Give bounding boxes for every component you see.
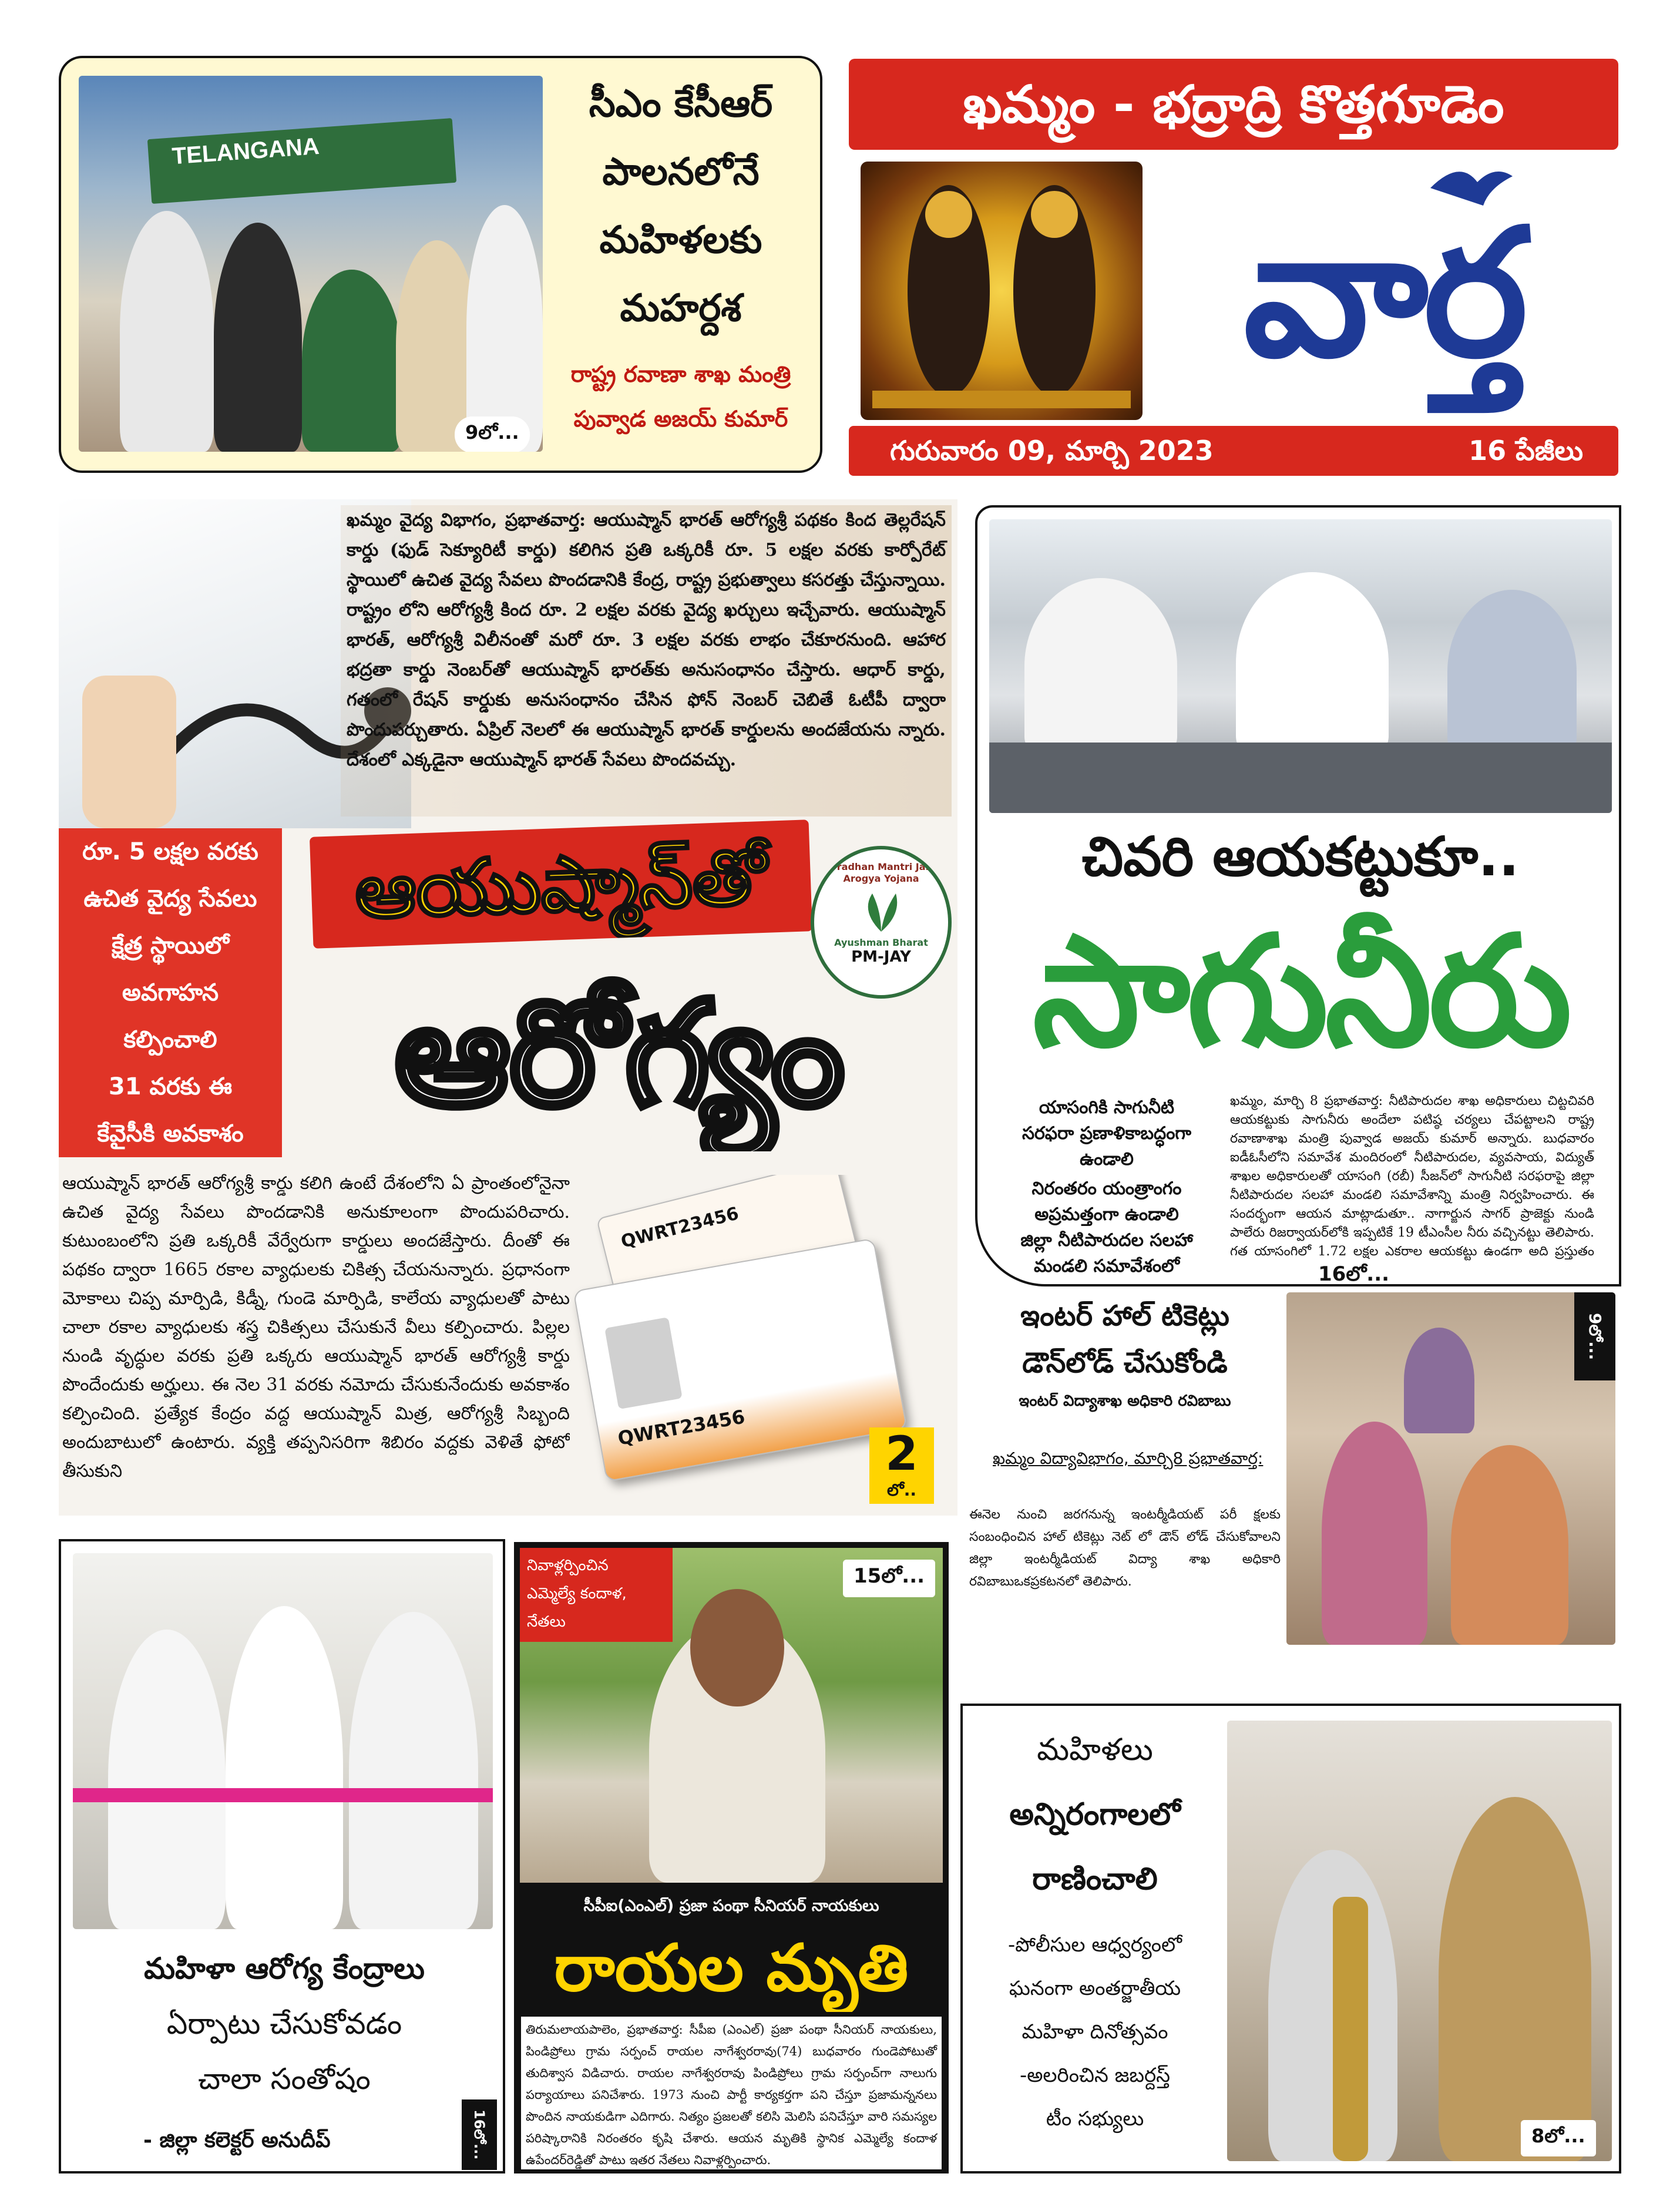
card-code: QWRT23456 (619, 1203, 741, 1252)
headline-line: చాలా సంతోషం (198, 2062, 371, 2096)
card-photo (604, 1317, 683, 1409)
page-ref-badge[interactable]: 8లో... (1521, 2120, 1596, 2156)
headline-line: ఏర్పాటు చేసుకోవడం (166, 2007, 402, 2041)
point-line: టీం సభ్యులు (1046, 2107, 1144, 2131)
bullet-line: అవగాహన (122, 979, 219, 1006)
paper-title: వార్త (1243, 191, 1524, 396)
inter-dateline: ఖమ్మం విద్యావిభాగం, మార్చి8 ప్రభాతవార్త: (993, 1449, 1264, 1468)
page-ref-badge[interactable]: 9లో... (1574, 1292, 1615, 1380)
saguneeru-story (975, 505, 1621, 1286)
page-ref-badge[interactable]: 16లో... (462, 2099, 497, 2170)
rayala-big: రాయల మృతి (554, 1930, 909, 2005)
saguneeru-kicker: చివరి ఆయకట్టుకూ.. (1081, 825, 1520, 888)
issue-date: గురువారం 09, మార్చి 2023 (890, 435, 1214, 466)
health-centres-story (59, 1539, 505, 2173)
inter-hallticket-story (969, 1292, 1621, 1645)
person-figure (1236, 572, 1389, 754)
tag-line: నేతలు (527, 1613, 566, 1631)
women-headline (969, 1718, 1221, 1917)
ayushman-big-word: ఆరోగ్యం (395, 970, 845, 1138)
point-line: మండలి సమావేశంలో (1034, 1256, 1180, 1276)
womens-day-story (960, 1704, 1621, 2173)
person-figure (349, 1612, 478, 1929)
ribbon-cutting-photo (73, 1553, 493, 1929)
person-figure (108, 1630, 226, 1929)
bullet-line: క్షేత్ర స్థాయిలో (112, 932, 229, 959)
inter-body-text: ఈనెల నుంచి జరగనున్న ఇంటర్మీడియట్ పరీ క్షలకు సంబంధించిన హాల్ టికెట్లు నెట్ లో డౌన్ లోడ్ చేసుకోవాలని జిల్లా ఇంటర్మీడియట్ విద్యా శాఖ అధికారి రవిబాబుఒకప్రకటనలో తెలిపారు. (969, 1507, 1281, 1589)
headline-line: సీఎం కేసీఆర్ (589, 82, 773, 126)
ayushman-cards-image (564, 1175, 940, 1504)
headline-line: మహిళా ఆరోగ్య కేంద్రాలు (144, 1951, 425, 1986)
person-figure (1322, 1422, 1427, 1645)
masthead-logo (1154, 153, 1612, 423)
point-line: యాసంగికి సాగునీటి (1039, 1097, 1175, 1118)
inter-title-line: ఇంటర్ హాల్ టికెట్లు (1020, 1299, 1229, 1332)
pmjay-logo-line: Pradhan Mantri Jan Arogya Yojana (830, 861, 932, 884)
page-ref-badge[interactable]: 15లో... (843, 1560, 935, 1597)
page-count: 16 పేజీలు (1469, 435, 1583, 466)
person-figure (120, 211, 214, 452)
pmjay-logo-line: Ayushman Bharat (834, 937, 928, 948)
lamp (1333, 1897, 1368, 2161)
rayala-obituary-story (514, 1542, 949, 2173)
saguneeru-points (989, 1095, 1224, 1286)
irrigation-meeting-photo (989, 519, 1612, 813)
headline-line: పాలనలోనే (602, 150, 760, 194)
point-line: అప్రమత్తంగా ఉండాలి (1034, 1204, 1179, 1225)
top-left-story-box (59, 56, 822, 473)
tag-line: నివాళ్లర్పించిన (527, 1557, 609, 1574)
cm-kcr-photo (79, 76, 543, 452)
ayushman-bullets (59, 828, 282, 1157)
person-figure (1451, 1445, 1568, 1645)
rayala-body-text: తిరుమలాయపాలెం, ప్రభాతవార్త: సీపీఐ (ఎంఎల్) ప్రజా పంథా సీనియర్ నాయకులు, పిండిప్రోలు గ్రామ సర్పంచ్ రాయల నాగేశ్వరరావు(74) బుధవారం గుండెపోటుతో తుదిశ్వాస విడిచారు. రాయల నాగేశ్వరరావు పిండిప్రోలు గ్రామ సర్పంచ్‌గా నాలుగు పర్యాయాలు పనిచేశారు. 1973 నుంచి పార్టీ కార్యకర్తగా పని చేస్తూ ప్రజామన్ననలు పొందిన నాయకుడిగా ఎదిగారు. నిత్యం ప్రజలతో కలిసి మెలిసి పనిచేస్తూ వారి సమస్యల పరిష్కారానికి నిరంతరం కృషి చేశారు. ఆయన మృతికి స్థానిక ఎమ్మెల్యే కందాళ ఉపేందర్‌రెడ్డితో పాటు ఇతర నేతలు నివాళ్లర్పించారు. (521, 2017, 942, 2169)
inter-title-line: డౌన్‌లోడ్ చేసుకోండి (1022, 1346, 1228, 1379)
person-figure (226, 1606, 343, 1929)
person-figure (1024, 578, 1177, 754)
point-line: ఉండాలి (1080, 1149, 1134, 1170)
inter-headline (969, 1292, 1281, 1445)
ayushman-banner (310, 819, 812, 949)
women-points (969, 1923, 1221, 2170)
person-figure (1404, 1328, 1474, 1433)
inter-subhead: ఇంటర్ విద్యాశాఖ అధికారి రవిబాబు (1019, 1392, 1231, 1410)
point-line: ఘనంగా అంతర్జాతీయ (1009, 1977, 1181, 2000)
date-bar (849, 426, 1618, 476)
temple-idol-image (861, 162, 1143, 420)
ribbon (73, 1788, 493, 1802)
headline-line: మహిళలకు (599, 219, 762, 262)
point-line: -పోలీసుల ఆధ్వర్యంలో (1007, 1933, 1182, 1957)
page-ref-badge[interactable]: 2 లో.. (869, 1427, 934, 1504)
masthead (849, 59, 1618, 476)
temple-idol-icon (861, 162, 1143, 420)
region-title: ఖమ్మం - భద్రాద్రి కొత్తగూడెం (963, 74, 1504, 135)
exam-hall-photo (1286, 1292, 1615, 1645)
saguneeru-big-word: సాగునీరు (1032, 903, 1569, 1081)
cm-kcr-headline (549, 70, 813, 346)
subhead-line: రాష్ట్ర రవాణా శాఖ మంత్రి (570, 361, 791, 387)
point-line: నిరంతరం యంత్రాంగం (1031, 1178, 1182, 1199)
point-line: సరఫరా ప్రణాళికాబద్ధంగా (1022, 1123, 1192, 1144)
bullet-line: కల్పించాలి (123, 1026, 217, 1053)
page-ref-badge[interactable]: 9లో... (455, 416, 530, 452)
headline-line: అన్నిరంగాలలో (1009, 1797, 1181, 1832)
health-centres-sub: - జిల్లా కలెక్టర్ అనుదీప్ (143, 2128, 331, 2152)
page-ref-badge[interactable]: 16లో... (1318, 1262, 1390, 1286)
bullet-line: కేవైసీకి అవకాశం (97, 1120, 244, 1147)
point-line: మహిళా దినోత్సవం (1022, 2020, 1168, 2044)
subhead-line: పువ్వాడ అజయ్ కుమార్ (573, 406, 788, 432)
bullet-line: రూ. 5 లక్షల వరకు (82, 838, 258, 865)
person-figure (302, 270, 402, 452)
banner-sign (147, 118, 456, 204)
pmjay-logo-line: PM-JAY (851, 948, 911, 966)
rayala-kicker: సీపీఐ(ఎంఎల్) ప్రజా పంథా సీనియర్ నాయకులు (583, 1897, 879, 1915)
ayushman-body-text: ఆయుష్మాన్ భారత్ ఆరోగ్యశ్రీ కార్డు కలిగి ఉంటే దేశంలోని ఏ ప్రాంతంలోనైనా ఉచిత వైద్య సేవలు పొందడానికి అనుకూలంగా పొందుపరిచారు. కుటుంబంలోని ప్రతి ఒక్కరికీ వేర్వేరుగా కార్డులు అందజేస్తారు. దీంతో ఈ పథకం ద్వారా 1665 రకాల వ్యాధులకు చికిత్స చేయనున్నారు. ప్రధానంగా మోకాలు చిప్ప మార్పిడి, కిడ్నీ, గుండె మార్పిడి, కాలేయ వ్యాధులతో పాటు చాలా రకాల వ్యాధులకు శస్త్ర చికిత్సలు చేసుకునే వీలు కల్పించారు. పిల్లల నుండి వృద్ధుల వరకు ప్రతి ఒక్కరు ఆయుష్మాన్ భారత్ ఆరోగ్యశ్రీ కార్డు పొందేందుకు అర్హులు. ఈ నెల 31 వరకు నమోదు చేసుకునేందుకు అవకాశం కల్పించింది. ప్రత్యేక కేంద్రం వద్ద ఆయుష్మాన్ మిత్ర, ఆరోగ్యశ్రీ సిబ్బంది అందుబాటులో ఉంటారు. వ్యక్తి తప్పనిసరిగా శిబిరం వద్దకు వెళితే ఫోటో తీసుకుని (62, 1173, 570, 1481)
ayushman-story (59, 499, 957, 1516)
ayushman-banner-text: ఆయుష్మాన్‌తో (354, 832, 768, 936)
card-code: QWRT23456 (616, 1405, 747, 1450)
headline-line: మహిళలు (1037, 1732, 1153, 1768)
person-figure (214, 223, 302, 452)
bullet-line: 31 వరకు ఈ (108, 1073, 233, 1100)
ayushman-lead-text: ఖమ్మం వైద్య విభాగం, ప్రభాతవార్త: ఆయుష్మాన్ భారత్ ఆరోగ్యశ్రీ పథకం కింద తెల్లరేషన్ కార్డు (ఫుడ్ సెక్యూరిటీ కార్డు) కలిగిన ప్రతి ఒక్కరికీ రూ. 5 లక్షల వరకు కార్పోరేట్ స్థాయిలో ఉచిత వైద్య సేవలు పొందడానికి కేంద్ర, రాష్ట్ర ప్రభుత్వాలు కసరత్తు చేస్తున్నాయి. రాష్ట్రం లోని ఆరోగ్యశ్రీ కింద రూ. 2 లక్షల వరకు వైద్య ఖర్చులు ఇచ్చేవారు. ఆయుష్మాన్ భారత్, ఆరోగ్యశ్రీ విలీనంతో మరో రూ. 3 లక్షల వరకు లాభం చేకూరనుంది. ఆహార భద్రతా కార్డు నెంబర్‌తో ఆయుష్మాన్ భారత్‌కు అనుసంధానం చేస్తారు. ఆధార్ కార్డు, గతంలో రేషన్ కార్డుకు అనుసంధానం చేసిన ఫోన్ నెంబర్ చెబితే ఓటీపీ ద్వారా పొందుపర్చుతారు. ఏప్రిల్ నెలలో ఈ ఆయుష్మాన్ భారత్ కార్డులను అందజేయను న్నారు. దేశంలో ఎక్కడైనా ఆయుష్మాన్ భారత్ సేవలు పొందవచ్చు. (341, 505, 952, 817)
region-bar (849, 59, 1618, 150)
bullet-line: ఉచిత వైద్య సేవలు (83, 885, 257, 912)
rayala-tag (520, 1548, 673, 1642)
person-figure (466, 205, 543, 452)
point-line: జిల్లా నీటిపారుదల సలహా (1020, 1230, 1193, 1251)
leaf-icon (855, 888, 908, 935)
banner-text: TELANGANA (171, 133, 320, 170)
meeting-table (989, 743, 1612, 813)
saguneeru-body-text: ఖమ్మం, మార్చి 8 ప్రభాతవార్త: నీటిపారుదల శాఖ అధికారులు చిట్టచివరి ఆయకట్టుకు సాగునీరు అందేలా పటిష్ఠ చర్యలు చేపట్టాలని రాష్ట్ర రవాణాశాఖ మంత్రి పువ్వాడ అజయ్ కుమార్ అన్నారు. బుధవారం ఐడీఓసీలోని సమావేశ మందిరంలో నీటిపారుదల, వ్యవసాయ, విద్యుత్ శాఖల అధికారులతో యాసంగి (రబీ) సీజన్‌లో సాగునీటి సరఫరాపై జిల్లా నీటిపారుదల సలహా మండలి సమావేశాన్ని మంత్రి నిర్వహించారు. ఈ సందర్భంగా ఆయన మాట్లాడుతూ.. నాగార్జున సాగర్ ప్రాజెక్టు నుండి పాలేరు రిజర్వాయర్‌లోకి ఇప్పటికే 19 టీఎంసీల నీరు వచ్చినట్టు తెలిపారు. గత యాసంగిలో 1.72 లక్షల ఎకరాల ఆయకట్టు ఉండగా అది ప్రస్తుతం (1230, 1094, 1594, 1259)
tag-line: ఎమ్మెల్యే కందాళ, (527, 1585, 627, 1603)
headline-line: రాణించాలి (1032, 1862, 1158, 1897)
face (690, 1589, 784, 1706)
person-figure (1447, 590, 1577, 754)
headline-line: మహర్దశ (620, 287, 742, 330)
womens-day-lamp-photo (1227, 1721, 1612, 2161)
health-centres-headline (67, 1941, 502, 2105)
cm-kcr-subhead (549, 352, 813, 458)
point-line: -అలరించిన జబర్దస్త్ (1019, 2064, 1171, 2087)
person-figure (1439, 1797, 1591, 2161)
